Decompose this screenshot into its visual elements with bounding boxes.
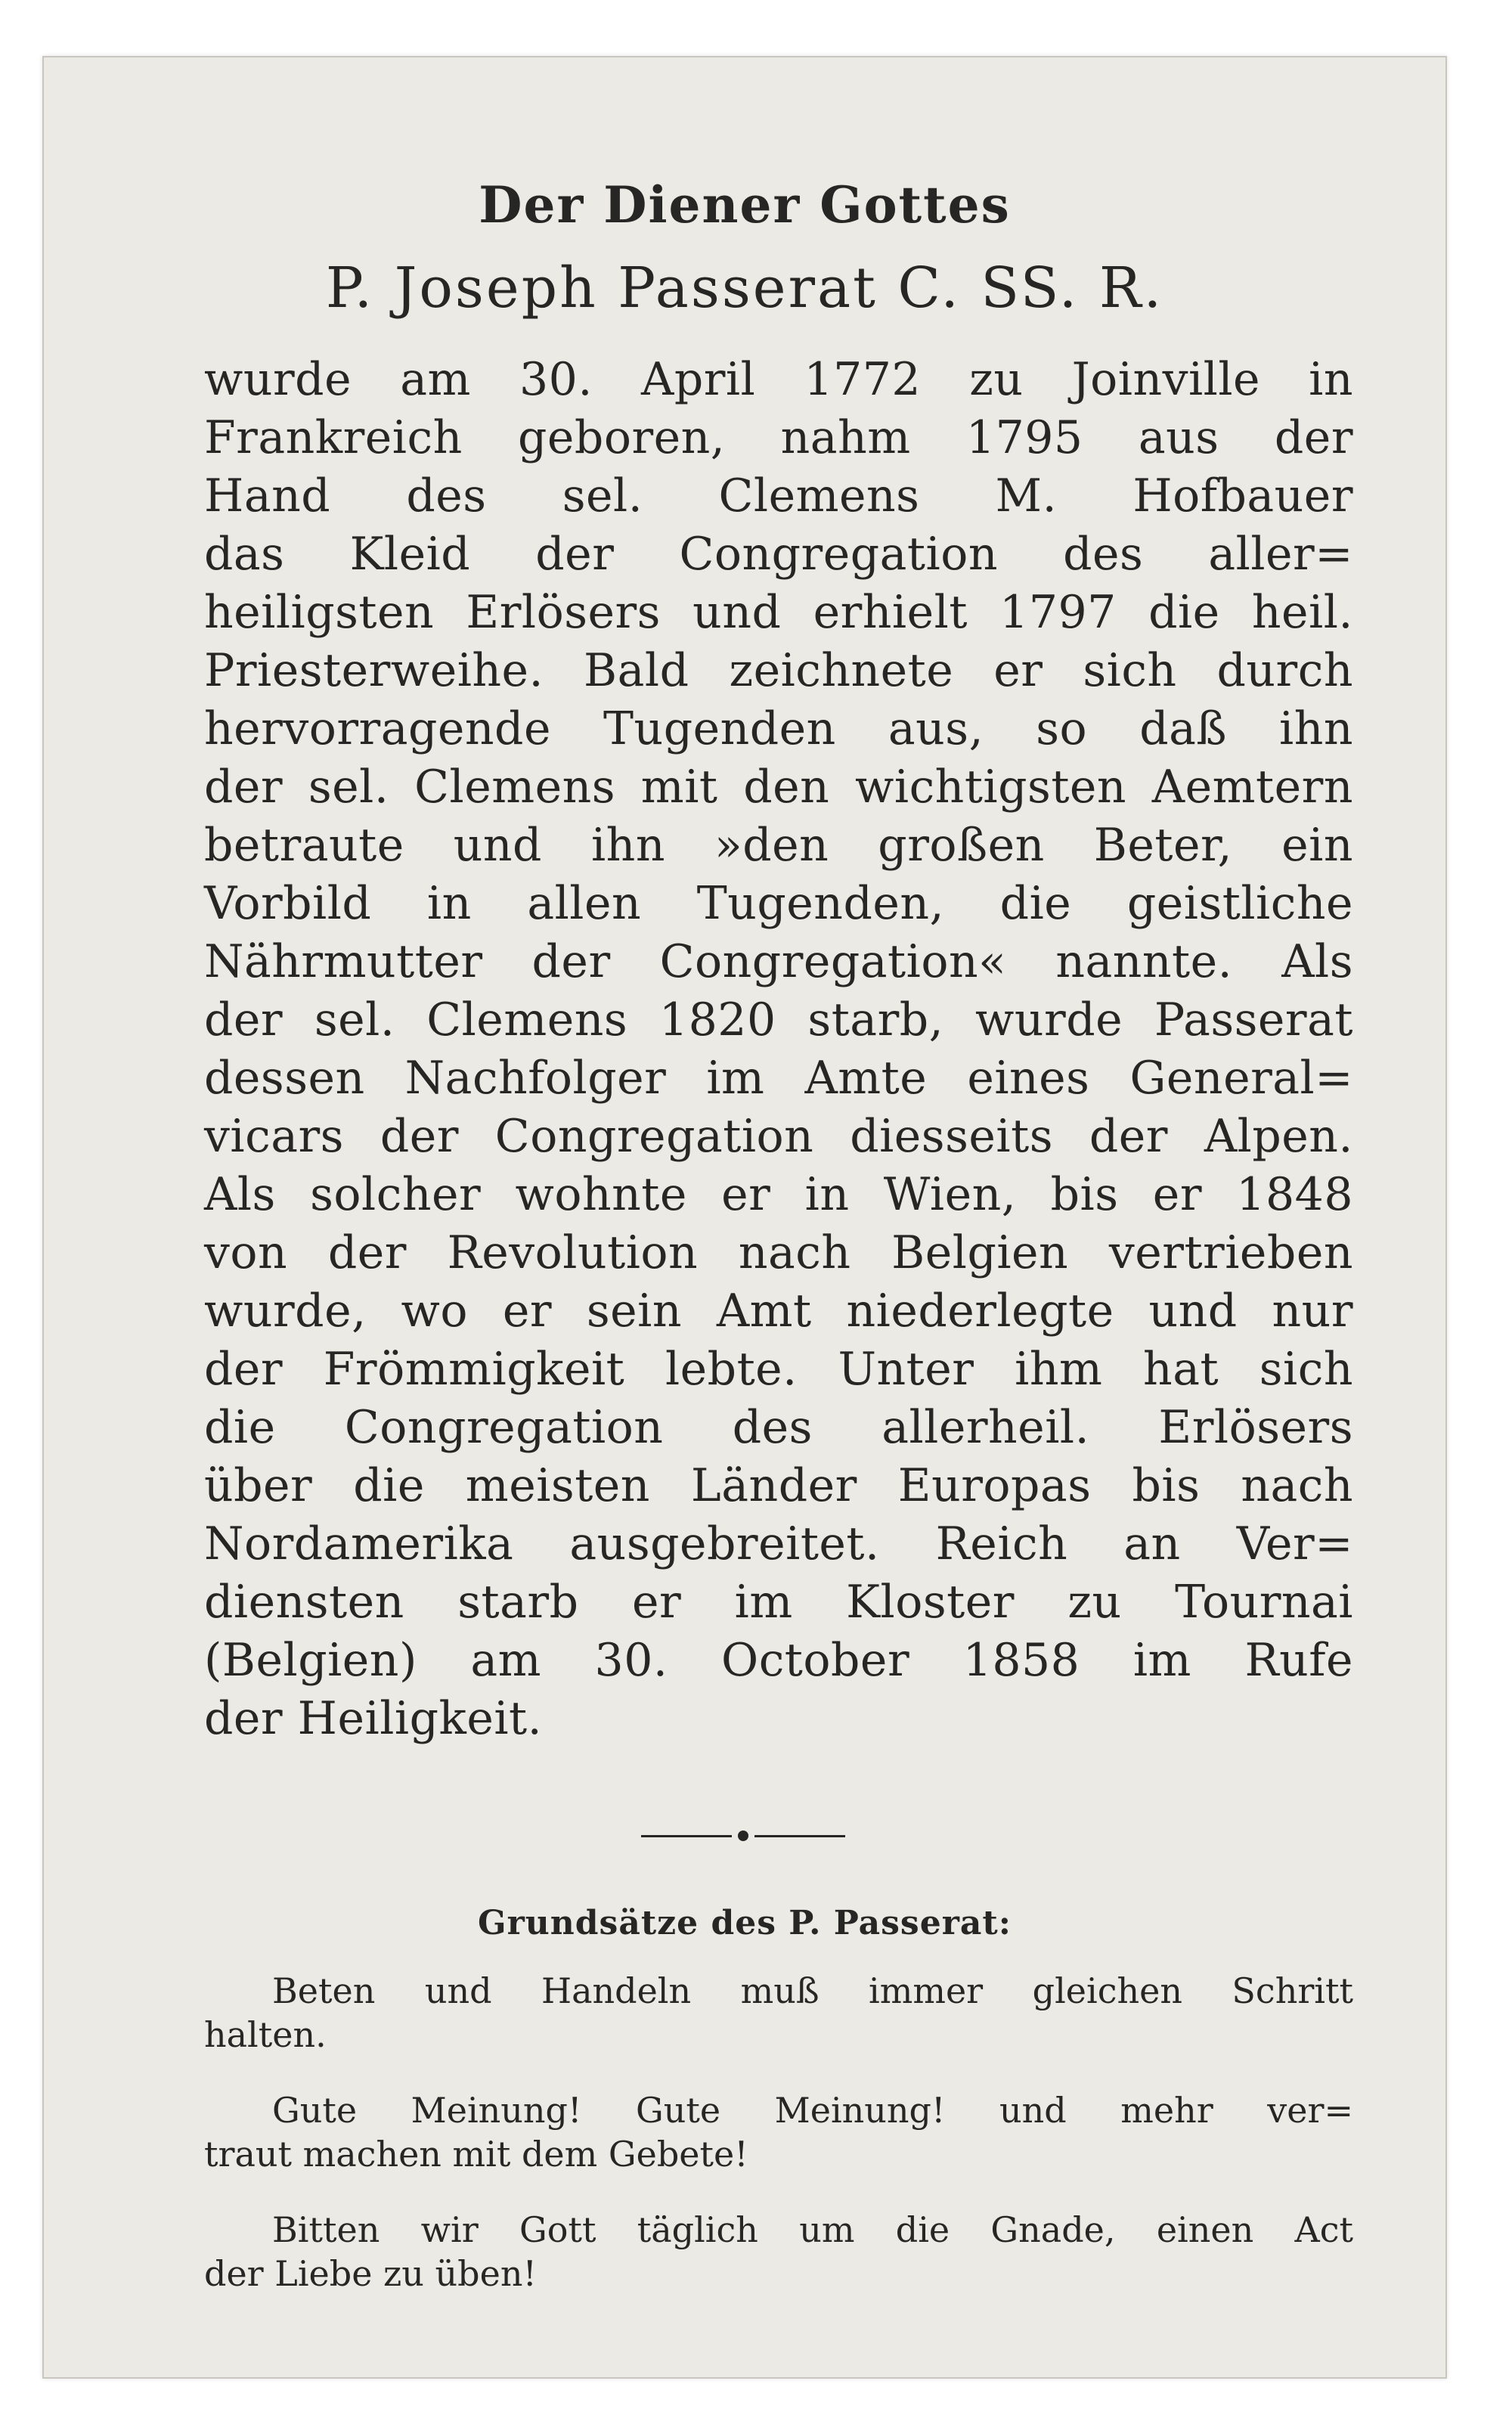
- principle-line: Gute Meinung! Gute Meinung! und mehr ver=: [272, 2090, 1353, 2131]
- biography-line: über die meisten Länder Europas bis nach: [204, 1459, 1353, 1512]
- biography-line: der sel. Clemens mit den wichtigsten Aemtern: [204, 761, 1353, 814]
- biography-line: Als solcher wohnte er in Wien, bis er 1848: [204, 1168, 1353, 1221]
- principle-line: Bitten wir Gott täglich um die Gnade, einen Act: [272, 2209, 1353, 2250]
- principles-heading: Grundsätze des P. Passerat:: [478, 1904, 1012, 1942]
- biography-line: das Kleid der Congregation des aller=: [204, 528, 1353, 581]
- card-title-line-1: Der Diener Gottes: [479, 175, 1011, 234]
- divider-rule-right: [754, 1835, 845, 1837]
- biography-line: Nährmutter der Congregation« nannte. Als: [204, 935, 1353, 988]
- principle-line: Beten und Handeln muß immer gleichen Schritt: [272, 1970, 1353, 2011]
- divider-rule-left: [641, 1835, 732, 1837]
- biography-line: vicars der Congregation diesseits der Alpen.: [204, 1110, 1353, 1163]
- biography-line: Frankreich geboren, nahm 1795 aus der: [204, 411, 1353, 464]
- biography-line: heiligsten Erlösers und erhielt 1797 die heil.: [204, 586, 1353, 639]
- biography-line: Nordamerika ausgebreitet. Reich an Ver=: [204, 1517, 1353, 1570]
- devotional-card: [42, 56, 1447, 2379]
- principle-line: der Liebe zu üben!: [204, 2253, 537, 2294]
- biography-line: wurde am 30. April 1772 zu Joinville in: [204, 353, 1353, 406]
- principle-line: traut machen mit dem Gebete!: [204, 2134, 748, 2175]
- biography-text: [204, 351, 1353, 1748]
- biography-line: betraute und ihn »den großen Beter, ein: [204, 819, 1353, 872]
- biography-line: Vorbild in allen Tugenden, die geistliche: [204, 877, 1353, 930]
- biography-line: wurde, wo er sein Amt niederlegte und nur: [204, 1285, 1353, 1338]
- biography-line: hervorragende Tugenden aus, so daß ihn: [204, 702, 1353, 755]
- biography-line: diensten starb er im Kloster zu Tournai: [204, 1576, 1353, 1629]
- biography-line: dessen Nachfolger im Amte eines General=: [204, 1052, 1353, 1105]
- biography-line: von der Revolution nach Belgien vertrieben: [204, 1226, 1353, 1279]
- divider-dot: [738, 1831, 748, 1841]
- biography-line: der Frömmigkeit lebte. Unter ihm hat sich: [204, 1343, 1353, 1396]
- biography-line: der sel. Clemens 1820 starb, wurde Passerat: [204, 994, 1353, 1046]
- biography-line: Priesterweihe. Bald zeichnete er sich durch: [204, 644, 1353, 697]
- biography-line: der Heiligkeit.: [204, 1692, 543, 1745]
- biography-line: Hand des sel. Clemens M. Hofbauer: [204, 470, 1353, 522]
- biography-line: (Belgien) am 30. October 1858 im Rufe: [204, 1634, 1353, 1687]
- principle-line: halten.: [204, 2014, 327, 2055]
- principle-3: [204, 2208, 1353, 2296]
- principle-1: [204, 1969, 1353, 2057]
- ornamental-divider: [641, 1828, 845, 1843]
- card-title-line-2: P. Joseph Passerat C. SS. R.: [325, 256, 1164, 321]
- biography-line: die Congregation des allerheil. Erlösers: [204, 1401, 1353, 1454]
- principle-2: [204, 2088, 1353, 2176]
